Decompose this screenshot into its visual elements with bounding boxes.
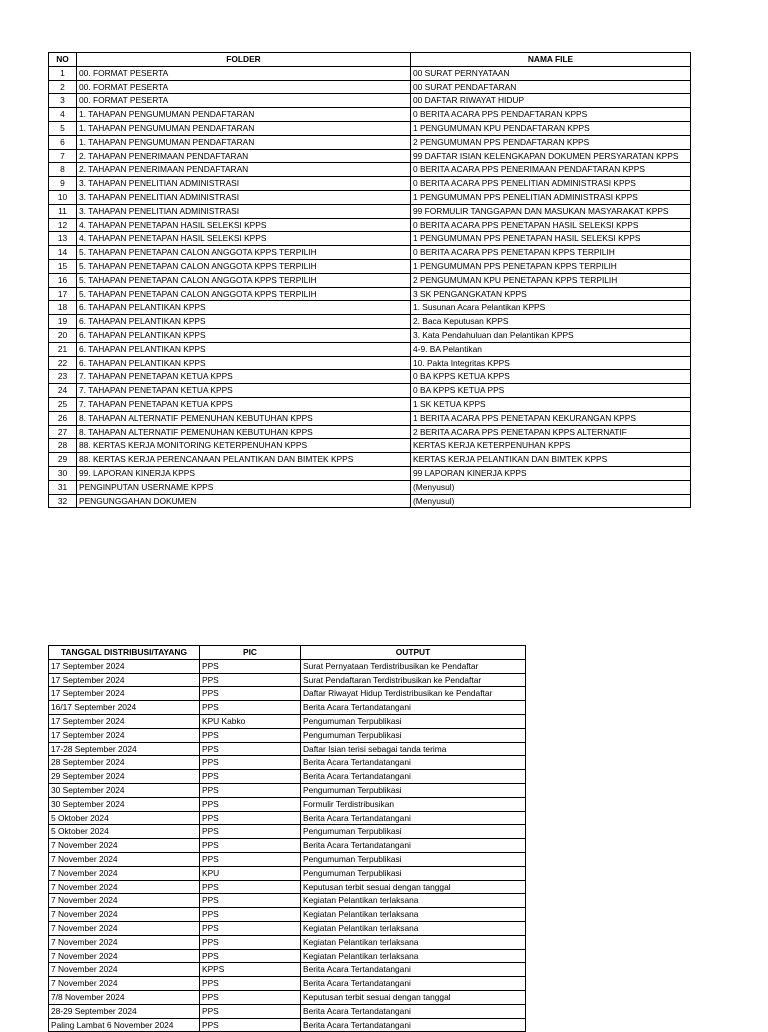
table-row xyxy=(49,273,691,287)
cell-output: Pengumuman Terpublikasi xyxy=(301,852,526,866)
cell-date: 7 November 2024 xyxy=(49,908,200,922)
cell-no: 18 xyxy=(49,301,77,315)
cell-output: Kegiatan Pelantikan terlaksana xyxy=(301,894,526,908)
table-row xyxy=(49,328,691,342)
cell-no: 27 xyxy=(49,425,77,439)
table-row xyxy=(49,342,691,356)
cell-date: 17 September 2024 xyxy=(49,673,200,687)
cell-folder: 5. TAHAPAN PENETAPAN CALON ANGGOTA KPPS TERPILIH xyxy=(77,259,411,273)
cell-file-name: 0 BERITA ACARA PPS PENDAFTARAN KPPS xyxy=(411,108,691,122)
cell-pic: PPS xyxy=(200,783,301,797)
cell-pic: PPS xyxy=(200,880,301,894)
cell-pic: PPS xyxy=(200,797,301,811)
table-header-row xyxy=(49,53,691,67)
cell-folder: 88. KERTAS KERJA MONITORING KETERPENUHAN KPPS xyxy=(77,439,411,453)
cell-no: 14 xyxy=(49,246,77,260)
cell-folder: 6. TAHAPAN PELANTIKAN KPPS xyxy=(77,301,411,315)
cell-output: Formulir Terdistribusikan xyxy=(301,797,526,811)
cell-pic: PPS xyxy=(200,756,301,770)
cell-output: Berita Acara Tertandatangani xyxy=(301,756,526,770)
cell-no: 20 xyxy=(49,328,77,342)
table-row xyxy=(49,94,691,108)
cell-pic: PPS xyxy=(200,673,301,687)
cell-no: 31 xyxy=(49,480,77,494)
cell-date: 7 November 2024 xyxy=(49,921,200,935)
cell-file-name: 1 SK KETUA KPPS xyxy=(411,397,691,411)
cell-no: 28 xyxy=(49,439,77,453)
cell-no: 21 xyxy=(49,342,77,356)
cell-no: 7 xyxy=(49,149,77,163)
cell-output: Berita Acara Tertandatangani xyxy=(301,963,526,977)
cell-no: 16 xyxy=(49,273,77,287)
cell-file-name: 1 PENGUMUMAN PPS PENELITIAN ADMINISTRASI KPPS xyxy=(411,190,691,204)
cell-no: 17 xyxy=(49,287,77,301)
cell-output: Berita Acara Tertandatangani xyxy=(301,1004,526,1018)
table-row xyxy=(49,301,691,315)
cell-folder: 3. TAHAPAN PENELITIAN ADMINISTRASI xyxy=(77,204,411,218)
cell-output: Keputusan terbit sesuai dengan tanggal xyxy=(301,880,526,894)
cell-pic: PPS xyxy=(200,701,301,715)
table-row xyxy=(49,177,691,191)
cell-folder: 7. TAHAPAN PENETAPAN KETUA KPPS xyxy=(77,370,411,384)
table-row xyxy=(49,701,526,715)
cell-no: 4 xyxy=(49,108,77,122)
cell-folder: PENGINPUTAN USERNAME KPPS xyxy=(77,480,411,494)
cell-folder: 6. TAHAPAN PELANTIKAN KPPS xyxy=(77,328,411,342)
cell-date: 7 November 2024 xyxy=(49,866,200,880)
table-row xyxy=(49,190,691,204)
cell-file-name: (Menyusul) xyxy=(411,480,691,494)
column-header-output: OUTPUT xyxy=(301,646,526,660)
cell-date: 17 September 2024 xyxy=(49,687,200,701)
table-row xyxy=(49,384,691,398)
cell-no: 8 xyxy=(49,163,77,177)
cell-file-name: 0 BA KPPS KETUA PPS xyxy=(411,384,691,398)
cell-file-name: 2 PENGUMUMAN PPS PENDAFTARAN KPPS xyxy=(411,135,691,149)
cell-output: Pengumuman Terpublikasi xyxy=(301,866,526,880)
cell-date: 30 September 2024 xyxy=(49,783,200,797)
cell-folder: 7. TAHAPAN PENETAPAN KETUA KPPS xyxy=(77,384,411,398)
column-header-pic: PIC xyxy=(200,646,301,660)
cell-folder: 8. TAHAPAN ALTERNATIF PEMENUHAN KEBUTUHAN KPPS xyxy=(77,425,411,439)
cell-output: Pengumuman Terpublikasi xyxy=(301,825,526,839)
cell-no: 11 xyxy=(49,204,77,218)
cell-file-name: 1 PENGUMUMAN PPS PENETAPAN HASIL SELEKSI KPPS xyxy=(411,232,691,246)
cell-folder: 1. TAHAPAN PENGUMUMAN PENDAFTARAN xyxy=(77,121,411,135)
cell-file-name: 1. Susunan Acara Pelantikan KPPS xyxy=(411,301,691,315)
table-row xyxy=(49,246,691,260)
distribution-table xyxy=(48,645,526,1032)
table-row xyxy=(49,121,691,135)
table-row xyxy=(49,163,691,177)
cell-no: 23 xyxy=(49,370,77,384)
cell-no: 13 xyxy=(49,232,77,246)
cell-folder: 6. TAHAPAN PELANTIKAN KPPS xyxy=(77,315,411,329)
cell-date: 7 November 2024 xyxy=(49,894,200,908)
cell-folder: 5. TAHAPAN PENETAPAN CALON ANGGOTA KPPS TERPILIH xyxy=(77,246,411,260)
table-row xyxy=(49,370,691,384)
cell-pic: PPS xyxy=(200,908,301,922)
table-row xyxy=(49,673,526,687)
table-row xyxy=(49,797,526,811)
table-row xyxy=(49,356,691,370)
column-header-date: TANGGAL DISTRIBUSI/TAYANG xyxy=(49,646,200,660)
table-row xyxy=(49,839,526,853)
table-header-row xyxy=(49,646,526,660)
cell-folder: 7. TAHAPAN PENETAPAN KETUA KPPS xyxy=(77,397,411,411)
cell-pic: PPS xyxy=(200,811,301,825)
cell-date: 16/17 September 2024 xyxy=(49,701,200,715)
cell-date: Paling Lambat 6 November 2024 xyxy=(49,1018,200,1032)
cell-file-name: 2 BERITA ACARA PPS PENETAPAN KPPS ALTERNATIF xyxy=(411,425,691,439)
cell-output: Berita Acara Tertandatangani xyxy=(301,811,526,825)
cell-file-name: 99 DAFTAR ISIAN KELENGKAPAN DOKUMEN PERSYARATAN KPPS xyxy=(411,149,691,163)
cell-no: 32 xyxy=(49,494,77,508)
cell-date: 17 September 2024 xyxy=(49,714,200,728)
cell-no: 15 xyxy=(49,259,77,273)
table-row xyxy=(49,1018,526,1032)
cell-pic: PPS xyxy=(200,1004,301,1018)
cell-file-name: 00 SURAT PENDAFTARAN xyxy=(411,80,691,94)
cell-date: 17 September 2024 xyxy=(49,728,200,742)
table-row xyxy=(49,466,691,480)
cell-folder: 88. KERTAS KERJA PERENCANAAN PELANTIKAN DAN BIMTEK KPPS xyxy=(77,453,411,467)
table-row xyxy=(49,453,691,467)
table-row xyxy=(49,783,526,797)
cell-output: Keputusan terbit sesuai dengan tanggal xyxy=(301,990,526,1004)
cell-output: Pengumuman Terpublikasi xyxy=(301,714,526,728)
table-row xyxy=(49,287,691,301)
cell-no: 2 xyxy=(49,80,77,94)
table-row xyxy=(49,232,691,246)
table-row xyxy=(49,204,691,218)
cell-file-name: 00 DAFTAR RIWAYAT HIDUP xyxy=(411,94,691,108)
cell-date: 28-29 September 2024 xyxy=(49,1004,200,1018)
cell-no: 5 xyxy=(49,121,77,135)
table-row xyxy=(49,397,691,411)
cell-pic: PPS xyxy=(200,742,301,756)
cell-pic: PPS xyxy=(200,839,301,853)
table-row xyxy=(49,315,691,329)
cell-folder: 5. TAHAPAN PENETAPAN CALON ANGGOTA KPPS TERPILIH xyxy=(77,273,411,287)
cell-folder: 99. LAPORAN KINERJA KPPS xyxy=(77,466,411,480)
table-row xyxy=(49,135,691,149)
cell-output: Berita Acara Tertandatangani xyxy=(301,1018,526,1032)
cell-output: Kegiatan Pelantikan terlaksana xyxy=(301,949,526,963)
cell-folder: 6. TAHAPAN PELANTIKAN KPPS xyxy=(77,356,411,370)
cell-folder: PENGUNGGAHAN DOKUMEN xyxy=(77,494,411,508)
cell-output: Berita Acara Tertandatangani xyxy=(301,977,526,991)
cell-output: Berita Acara Tertandatangani xyxy=(301,770,526,784)
cell-output: Daftar Isian terisi sebagai tanda terima xyxy=(301,742,526,756)
cell-folder: 00. FORMAT PESERTA xyxy=(77,94,411,108)
cell-date: 7 November 2024 xyxy=(49,839,200,853)
table-row xyxy=(49,990,526,1004)
cell-no: 30 xyxy=(49,466,77,480)
cell-date: 7 November 2024 xyxy=(49,935,200,949)
cell-file-name: 0 BERITA ACARA PPS PENETAPAN HASIL SELEKSI KPPS xyxy=(411,218,691,232)
table-row xyxy=(49,494,691,508)
cell-date: 7 November 2024 xyxy=(49,949,200,963)
cell-date: 7/8 November 2024 xyxy=(49,990,200,1004)
table-row xyxy=(49,728,526,742)
cell-file-name: 99 LAPORAN KINERJA KPPS xyxy=(411,466,691,480)
cell-no: 6 xyxy=(49,135,77,149)
cell-file-name: 0 BERITA ACARA PPS PENELITIAN ADMINISTRASI KPPS xyxy=(411,177,691,191)
table-row xyxy=(49,880,526,894)
table-row xyxy=(49,108,691,122)
cell-pic: PPS xyxy=(200,949,301,963)
table-row xyxy=(49,439,691,453)
table-row xyxy=(49,66,691,80)
table-row xyxy=(49,411,691,425)
table-row xyxy=(49,935,526,949)
cell-date: 7 November 2024 xyxy=(49,852,200,866)
table-row xyxy=(49,866,526,880)
cell-no: 24 xyxy=(49,384,77,398)
cell-folder: 6. TAHAPAN PELANTIKAN KPPS xyxy=(77,342,411,356)
table-row xyxy=(49,894,526,908)
cell-file-name: 99 FORMULIR TANGGAPAN DAN MASUKAN MASYARAKAT KPPS xyxy=(411,204,691,218)
table-row xyxy=(49,770,526,784)
table-row xyxy=(49,149,691,163)
table-row xyxy=(49,742,526,756)
folder-file-table xyxy=(48,52,691,508)
cell-file-name: 0 BA KPPS KETUA KPPS xyxy=(411,370,691,384)
table-row xyxy=(49,921,526,935)
cell-file-name: 1 PENGUMUMAN KPU PENDAFTARAN KPPS xyxy=(411,121,691,135)
cell-pic: PPS xyxy=(200,687,301,701)
table-row xyxy=(49,218,691,232)
cell-folder: 3. TAHAPAN PENELITIAN ADMINISTRASI xyxy=(77,177,411,191)
table-row xyxy=(49,714,526,728)
cell-output: Daftar Riwayat Hidup Terdistribusikan ke Pendaftar xyxy=(301,687,526,701)
cell-file-name: 2 PENGUMUMAN KPU PENETAPAN KPPS TERPILIH xyxy=(411,273,691,287)
cell-pic: PPS xyxy=(200,770,301,784)
cell-no: 1 xyxy=(49,66,77,80)
cell-no: 25 xyxy=(49,397,77,411)
cell-output: Berita Acara Tertandatangani xyxy=(301,839,526,853)
cell-file-name: 0 BERITA ACARA PPS PENETAPAN KPPS TERPILIH xyxy=(411,246,691,260)
cell-file-name: 00 SURAT PERNYATAAN xyxy=(411,66,691,80)
cell-file-name: KERTAS KERJA PELANTIKAN DAN BIMTEK KPPS xyxy=(411,453,691,467)
cell-folder: 4. TAHAPAN PENETAPAN HASIL SELEKSI KPPS xyxy=(77,232,411,246)
cell-no: 19 xyxy=(49,315,77,329)
table-row xyxy=(49,80,691,94)
cell-date: 30 September 2024 xyxy=(49,797,200,811)
cell-output: Surat Pernyataan Terdistribusikan ke Pendaftar xyxy=(301,659,526,673)
cell-date: 7 November 2024 xyxy=(49,963,200,977)
cell-date: 7 November 2024 xyxy=(49,880,200,894)
cell-date: 29 September 2024 xyxy=(49,770,200,784)
table-row xyxy=(49,852,526,866)
cell-pic: PPS xyxy=(200,894,301,908)
cell-file-name: 3 SK PENGANGKATAN KPPS xyxy=(411,287,691,301)
cell-file-name: 1 PENGUMUMAN PPS PENETAPAN KPPS TERPILIH xyxy=(411,259,691,273)
cell-folder: 5. TAHAPAN PENETAPAN CALON ANGGOTA KPPS TERPILIH xyxy=(77,287,411,301)
cell-pic: PPS xyxy=(200,852,301,866)
cell-no: 10 xyxy=(49,190,77,204)
cell-no: 29 xyxy=(49,453,77,467)
folder-file-table-body xyxy=(49,66,691,508)
cell-date: 28 September 2024 xyxy=(49,756,200,770)
table-row xyxy=(49,949,526,963)
cell-pic: KPU Kabko xyxy=(200,714,301,728)
cell-folder: 2. TAHAPAN PENERIMAAN PENDAFTARAN xyxy=(77,149,411,163)
cell-folder: 4. TAHAPAN PENETAPAN HASIL SELEKSI KPPS xyxy=(77,218,411,232)
cell-date: 5 Oktober 2024 xyxy=(49,811,200,825)
cell-output: Pengumuman Terpublikasi xyxy=(301,783,526,797)
table-row xyxy=(49,259,691,273)
table-row xyxy=(49,963,526,977)
cell-file-name: KERTAS KERJA KETERPENUHAN KPPS xyxy=(411,439,691,453)
column-header-folder: FOLDER xyxy=(77,53,411,67)
cell-date: 17-28 September 2024 xyxy=(49,742,200,756)
cell-no: 9 xyxy=(49,177,77,191)
cell-pic: KPU xyxy=(200,866,301,880)
table-row xyxy=(49,811,526,825)
table-row xyxy=(49,1004,526,1018)
cell-no: 26 xyxy=(49,411,77,425)
cell-file-name: 0 BERITA ACARA PPS PENERIMAAN PENDAFTARAN KPPS xyxy=(411,163,691,177)
cell-no: 12 xyxy=(49,218,77,232)
cell-folder: 8. TAHAPAN ALTERNATIF PEMENUHAN KEBUTUHAN KPPS xyxy=(77,411,411,425)
column-header-file-name: NAMA FILE xyxy=(411,53,691,67)
cell-output: Kegiatan Pelantikan terlaksana xyxy=(301,908,526,922)
table-row xyxy=(49,659,526,673)
cell-pic: PPS xyxy=(200,659,301,673)
cell-date: 17 September 2024 xyxy=(49,659,200,673)
cell-folder: 00. FORMAT PESERTA xyxy=(77,66,411,80)
cell-file-name: 3. Kata Pendahuluan dan Pelantikan KPPS xyxy=(411,328,691,342)
distribution-table-body xyxy=(49,659,526,1032)
cell-date: 5 Oktober 2024 xyxy=(49,825,200,839)
cell-output: Berita Acara Tertandatangani xyxy=(301,701,526,715)
table-row xyxy=(49,825,526,839)
table-row xyxy=(49,908,526,922)
cell-pic: KPPS xyxy=(200,963,301,977)
cell-file-name: 4-9. BA Pelantikan xyxy=(411,342,691,356)
cell-pic: PPS xyxy=(200,825,301,839)
cell-file-name: 1 BERITA ACARA PPS PENETAPAN KEKURANGAN KPPS xyxy=(411,411,691,425)
cell-no: 3 xyxy=(49,94,77,108)
table-row xyxy=(49,687,526,701)
cell-folder: 3. TAHAPAN PENELITIAN ADMINISTRASI xyxy=(77,190,411,204)
cell-pic: PPS xyxy=(200,990,301,1004)
table-row xyxy=(49,425,691,439)
cell-pic: PPS xyxy=(200,921,301,935)
cell-folder: 1. TAHAPAN PENGUMUMAN PENDAFTARAN xyxy=(77,108,411,122)
cell-pic: PPS xyxy=(200,977,301,991)
table-row xyxy=(49,977,526,991)
cell-folder: 1. TAHAPAN PENGUMUMAN PENDAFTARAN xyxy=(77,135,411,149)
table-row xyxy=(49,756,526,770)
cell-file-name: 10. Pakta Integritas KPPS xyxy=(411,356,691,370)
cell-date: 7 November 2024 xyxy=(49,977,200,991)
cell-output: Surat Pendaftaran Terdistribusikan ke Pendaftar xyxy=(301,673,526,687)
cell-pic: PPS xyxy=(200,935,301,949)
cell-pic: PPS xyxy=(200,1018,301,1032)
cell-no: 22 xyxy=(49,356,77,370)
column-header-no: NO xyxy=(49,53,77,67)
cell-folder: 00. FORMAT PESERTA xyxy=(77,80,411,94)
cell-file-name: 2. Baca Keputusan KPPS xyxy=(411,315,691,329)
cell-pic: PPS xyxy=(200,728,301,742)
cell-output: Kegiatan Pelantikan terlaksana xyxy=(301,921,526,935)
cell-file-name: (Menyusul) xyxy=(411,494,691,508)
cell-output: Pengumuman Terpublikasi xyxy=(301,728,526,742)
cell-folder: 2. TAHAPAN PENERIMAAN PENDAFTARAN xyxy=(77,163,411,177)
table-row xyxy=(49,480,691,494)
cell-output: Kegiatan Pelantikan terlaksana xyxy=(301,935,526,949)
